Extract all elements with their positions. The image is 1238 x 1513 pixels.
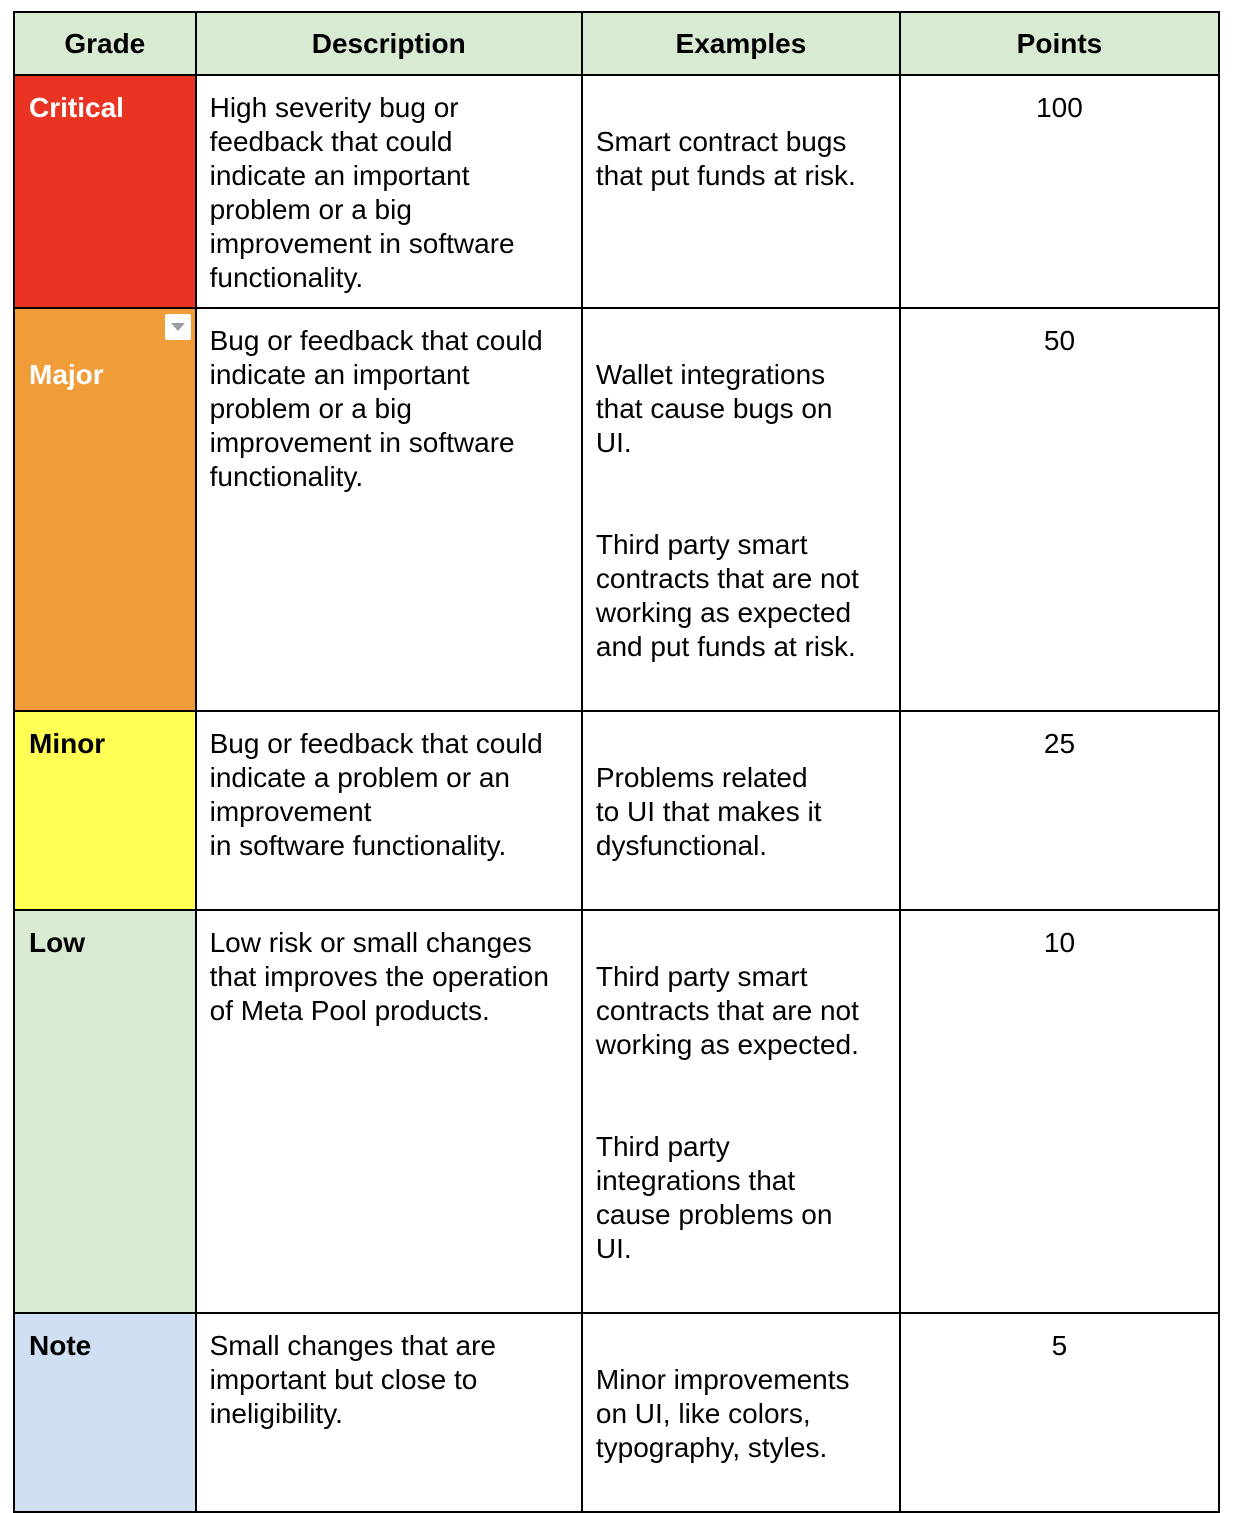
points-cell[interactable] bbox=[900, 1313, 1219, 1512]
header-description: Description bbox=[196, 12, 582, 75]
example-text: Third party integrations that cause problems on UI. bbox=[595, 1131, 833, 1264]
points-cell[interactable] bbox=[900, 308, 1219, 711]
grade-label: Note bbox=[29, 1330, 92, 1361]
example-text: Problems related to UI that makes it dysfunctional. bbox=[595, 762, 822, 861]
header-grade: Grade bbox=[14, 12, 196, 75]
points-cell[interactable] bbox=[900, 75, 1219, 308]
examples-cell[interactable] bbox=[582, 711, 900, 910]
example-text: Third party smart contracts that are not working as expected and put funds at risk. bbox=[595, 529, 859, 662]
points-value: 10 bbox=[1043, 927, 1076, 958]
examples-cell[interactable] bbox=[582, 308, 900, 711]
grade-label: Minor bbox=[29, 728, 106, 759]
description-text: Bug or feedback that could indicate an important problem or a big improvement in software functionality. bbox=[209, 325, 543, 492]
points-cell[interactable] bbox=[900, 910, 1219, 1313]
table-row bbox=[14, 711, 1219, 910]
description-cell[interactable] bbox=[196, 308, 582, 711]
header-row bbox=[14, 12, 1219, 75]
grade-label: Low bbox=[29, 927, 85, 958]
grade-cell-minor[interactable] bbox=[14, 711, 196, 910]
example-text: Smart contract bugs that put funds at risk. bbox=[595, 126, 856, 191]
points-value: 50 bbox=[1043, 325, 1076, 356]
grade-cell-low[interactable] bbox=[14, 910, 196, 1313]
grade-cell-note[interactable] bbox=[14, 1313, 196, 1512]
examples-cell[interactable] bbox=[582, 75, 900, 308]
grading-table bbox=[13, 11, 1220, 1513]
points-value: 100 bbox=[1036, 92, 1083, 123]
table-row bbox=[14, 1313, 1219, 1512]
description-cell[interactable] bbox=[196, 1313, 582, 1512]
example-text: Minor improvements on UI, like colors, typography, styles. bbox=[595, 1364, 850, 1463]
chevron-down-icon[interactable] bbox=[165, 314, 191, 340]
header-points: Points bbox=[900, 12, 1219, 75]
description-text: Small changes that are important but close to ineligibility. bbox=[209, 1330, 496, 1429]
table-row bbox=[14, 75, 1219, 308]
table-row bbox=[14, 910, 1219, 1313]
points-cell[interactable] bbox=[900, 711, 1219, 910]
examples-cell[interactable] bbox=[582, 910, 900, 1313]
description-text: Bug or feedback that could indicate a problem or an improvement in software functionality. bbox=[209, 728, 543, 861]
description-cell[interactable] bbox=[196, 75, 582, 308]
grade-label: Critical bbox=[29, 92, 124, 123]
grade-cell-major[interactable] bbox=[14, 308, 196, 711]
points-value: 5 bbox=[1051, 1330, 1068, 1361]
points-value: 25 bbox=[1043, 728, 1076, 759]
description-text: High severity bug or feedback that could indicate an important problem or a big improvement in software functionality. bbox=[209, 92, 515, 293]
description-cell[interactable] bbox=[196, 910, 582, 1313]
grade-cell-critical[interactable] bbox=[14, 75, 196, 308]
description-cell[interactable] bbox=[196, 711, 582, 910]
description-text: Low risk or small changes that improves the operation of Meta Pool products. bbox=[209, 927, 549, 1026]
example-text: Third party smart contracts that are not working as expected. bbox=[595, 961, 859, 1060]
example-text: Wallet integrations that cause bugs on UI. bbox=[595, 359, 833, 458]
grade-label: Major bbox=[29, 359, 104, 390]
header-examples: Examples bbox=[582, 12, 900, 75]
examples-cell[interactable] bbox=[582, 1313, 900, 1512]
table-row bbox=[14, 308, 1219, 711]
